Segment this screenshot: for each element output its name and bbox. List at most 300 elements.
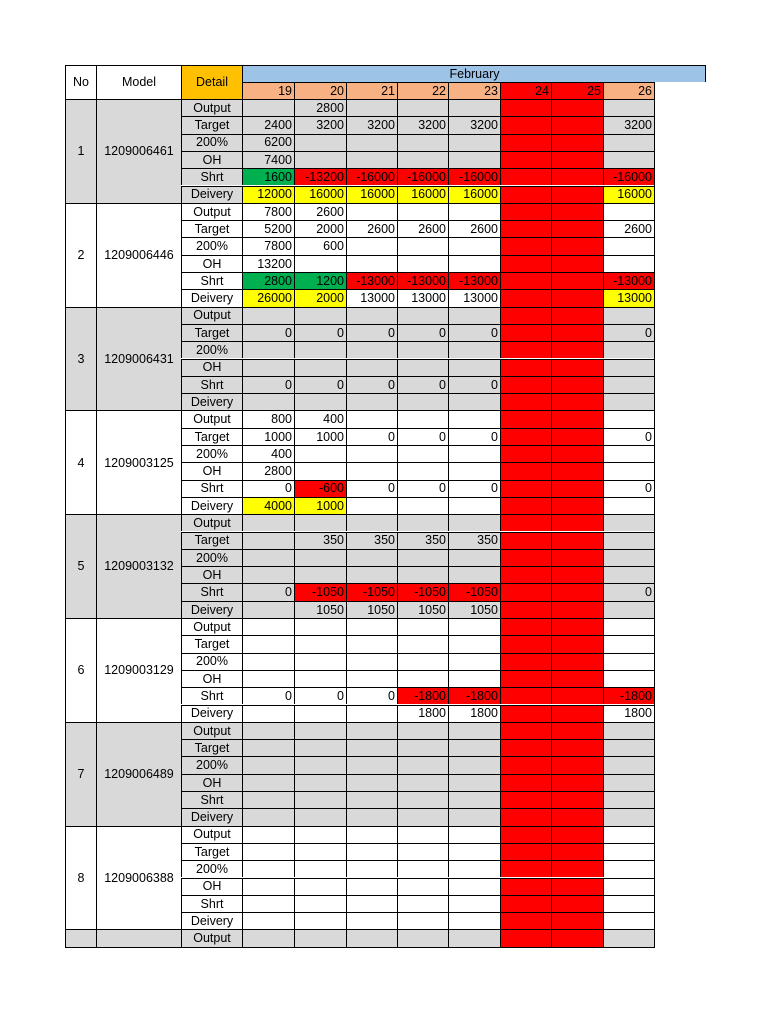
- data-cell[interactable]: [603, 532, 654, 549]
- data-cell[interactable]: 16000: [294, 186, 346, 203]
- data-cell[interactable]: -13000: [397, 272, 448, 289]
- data-cell[interactable]: 3200: [346, 116, 397, 133]
- data-cell[interactable]: [603, 134, 654, 151]
- data-cell[interactable]: [346, 756, 397, 773]
- data-cell[interactable]: [500, 929, 551, 946]
- data-cell[interactable]: 0: [346, 428, 397, 445]
- data-cell[interactable]: -1050: [346, 583, 397, 600]
- data-cell[interactable]: 5200: [242, 220, 294, 237]
- data-cell[interactable]: [603, 722, 654, 739]
- data-cell[interactable]: [346, 618, 397, 635]
- data-cell[interactable]: [346, 808, 397, 825]
- data-cell[interactable]: [603, 237, 654, 254]
- data-cell[interactable]: [603, 895, 654, 912]
- data-cell[interactable]: [242, 341, 294, 358]
- data-cell[interactable]: [397, 410, 448, 427]
- data-cell[interactable]: [346, 203, 397, 220]
- data-cell[interactable]: [294, 670, 346, 687]
- data-cell[interactable]: [551, 929, 603, 946]
- data-cell[interactable]: 16000: [603, 186, 654, 203]
- data-cell[interactable]: 7800: [242, 203, 294, 220]
- data-cell[interactable]: [500, 116, 551, 133]
- data-cell[interactable]: 2600: [603, 220, 654, 237]
- data-cell[interactable]: [346, 566, 397, 583]
- data-cell[interactable]: [551, 532, 603, 549]
- data-cell[interactable]: 4000: [242, 497, 294, 514]
- data-cell[interactable]: [346, 237, 397, 254]
- data-cell[interactable]: [448, 99, 500, 116]
- data-cell[interactable]: [500, 186, 551, 203]
- data-cell[interactable]: [551, 497, 603, 514]
- data-cell[interactable]: [551, 445, 603, 462]
- data-cell[interactable]: 350: [294, 532, 346, 549]
- data-cell[interactable]: [500, 480, 551, 497]
- data-cell[interactable]: 3200: [448, 116, 500, 133]
- data-cell[interactable]: -1050: [294, 583, 346, 600]
- data-cell[interactable]: [500, 895, 551, 912]
- data-cell[interactable]: [242, 653, 294, 670]
- data-cell[interactable]: [500, 601, 551, 618]
- data-cell[interactable]: 1800: [397, 705, 448, 722]
- data-cell[interactable]: [551, 705, 603, 722]
- data-cell[interactable]: [397, 722, 448, 739]
- data-cell[interactable]: [397, 826, 448, 843]
- data-cell[interactable]: [500, 359, 551, 376]
- data-cell[interactable]: [551, 168, 603, 185]
- data-cell[interactable]: [448, 237, 500, 254]
- data-cell[interactable]: [551, 341, 603, 358]
- data-cell[interactable]: [551, 549, 603, 566]
- data-cell[interactable]: 0: [242, 376, 294, 393]
- data-cell[interactable]: [346, 705, 397, 722]
- data-cell[interactable]: 0: [603, 583, 654, 600]
- data-cell[interactable]: [294, 151, 346, 168]
- data-cell[interactable]: [294, 722, 346, 739]
- data-cell[interactable]: -1800: [603, 687, 654, 704]
- data-cell[interactable]: -1800: [397, 687, 448, 704]
- data-cell[interactable]: [242, 99, 294, 116]
- data-cell[interactable]: [603, 774, 654, 791]
- data-cell[interactable]: [397, 359, 448, 376]
- data-cell[interactable]: [397, 99, 448, 116]
- data-cell[interactable]: [242, 791, 294, 808]
- data-cell[interactable]: 6200: [242, 134, 294, 151]
- data-cell[interactable]: -600: [294, 480, 346, 497]
- data-cell[interactable]: [448, 497, 500, 514]
- data-cell[interactable]: 350: [346, 532, 397, 549]
- data-cell[interactable]: [242, 912, 294, 929]
- data-cell[interactable]: [551, 808, 603, 825]
- data-cell[interactable]: [242, 601, 294, 618]
- data-cell[interactable]: [603, 462, 654, 479]
- data-cell[interactable]: -1800: [448, 687, 500, 704]
- data-cell[interactable]: [397, 255, 448, 272]
- data-cell[interactable]: -16000: [397, 168, 448, 185]
- data-cell[interactable]: [500, 566, 551, 583]
- data-cell[interactable]: 350: [397, 532, 448, 549]
- data-cell[interactable]: [242, 393, 294, 410]
- data-cell[interactable]: 400: [294, 410, 346, 427]
- data-cell[interactable]: [603, 826, 654, 843]
- data-cell[interactable]: [448, 895, 500, 912]
- data-cell[interactable]: -1050: [448, 583, 500, 600]
- data-cell[interactable]: [294, 635, 346, 652]
- data-cell[interactable]: [294, 912, 346, 929]
- data-cell[interactable]: [500, 237, 551, 254]
- data-cell[interactable]: [500, 497, 551, 514]
- data-cell[interactable]: -13000: [448, 272, 500, 289]
- data-cell[interactable]: 0: [397, 324, 448, 341]
- data-cell[interactable]: [603, 445, 654, 462]
- data-cell[interactable]: 7400: [242, 151, 294, 168]
- data-cell[interactable]: [603, 410, 654, 427]
- data-cell[interactable]: [551, 272, 603, 289]
- data-cell[interactable]: [500, 791, 551, 808]
- data-cell[interactable]: [242, 618, 294, 635]
- data-cell[interactable]: [448, 653, 500, 670]
- data-cell[interactable]: [603, 843, 654, 860]
- data-cell[interactable]: [551, 203, 603, 220]
- data-cell[interactable]: -16000: [448, 168, 500, 185]
- data-cell[interactable]: 2600: [294, 203, 346, 220]
- data-cell[interactable]: [603, 878, 654, 895]
- data-cell[interactable]: [448, 843, 500, 860]
- data-cell[interactable]: 3200: [397, 116, 448, 133]
- data-cell[interactable]: [500, 134, 551, 151]
- data-cell[interactable]: [242, 774, 294, 791]
- data-cell[interactable]: 1000: [294, 497, 346, 514]
- data-cell[interactable]: [500, 705, 551, 722]
- data-cell[interactable]: [242, 722, 294, 739]
- data-cell[interactable]: [448, 618, 500, 635]
- data-cell[interactable]: [397, 929, 448, 946]
- data-cell[interactable]: [500, 756, 551, 773]
- data-cell[interactable]: [448, 774, 500, 791]
- data-cell[interactable]: [448, 860, 500, 877]
- data-cell[interactable]: [551, 151, 603, 168]
- data-cell[interactable]: 1050: [294, 601, 346, 618]
- data-cell[interactable]: [603, 635, 654, 652]
- data-cell[interactable]: 1200: [294, 272, 346, 289]
- data-cell[interactable]: 13200: [242, 255, 294, 272]
- data-cell[interactable]: 1600: [242, 168, 294, 185]
- data-cell[interactable]: [242, 756, 294, 773]
- data-cell[interactable]: 3200: [294, 116, 346, 133]
- data-cell[interactable]: [500, 653, 551, 670]
- data-cell[interactable]: [551, 514, 603, 531]
- data-cell[interactable]: [551, 687, 603, 704]
- data-cell[interactable]: [242, 514, 294, 531]
- data-cell[interactable]: [551, 774, 603, 791]
- data-cell[interactable]: [500, 151, 551, 168]
- data-cell[interactable]: [551, 566, 603, 583]
- data-cell[interactable]: [500, 272, 551, 289]
- data-cell[interactable]: [500, 289, 551, 306]
- data-cell[interactable]: [397, 808, 448, 825]
- data-cell[interactable]: 400: [242, 445, 294, 462]
- data-cell[interactable]: [551, 186, 603, 203]
- data-cell[interactable]: [551, 480, 603, 497]
- data-cell[interactable]: [346, 791, 397, 808]
- data-cell[interactable]: [603, 860, 654, 877]
- data-cell[interactable]: [551, 912, 603, 929]
- data-cell[interactable]: [603, 497, 654, 514]
- data-cell[interactable]: [500, 739, 551, 756]
- data-cell[interactable]: 350: [448, 532, 500, 549]
- data-cell[interactable]: [397, 462, 448, 479]
- data-cell[interactable]: [397, 341, 448, 358]
- data-cell[interactable]: [294, 826, 346, 843]
- data-cell[interactable]: [294, 705, 346, 722]
- data-cell[interactable]: [448, 462, 500, 479]
- data-cell[interactable]: [500, 376, 551, 393]
- data-cell[interactable]: 13000: [603, 289, 654, 306]
- data-cell[interactable]: [294, 445, 346, 462]
- data-cell[interactable]: [500, 826, 551, 843]
- data-cell[interactable]: [294, 359, 346, 376]
- data-cell[interactable]: [294, 549, 346, 566]
- data-cell[interactable]: [294, 514, 346, 531]
- data-cell[interactable]: [551, 601, 603, 618]
- data-cell[interactable]: [551, 670, 603, 687]
- data-cell[interactable]: [294, 791, 346, 808]
- data-cell[interactable]: 0: [346, 376, 397, 393]
- data-cell[interactable]: 2800: [242, 462, 294, 479]
- data-cell[interactable]: [551, 895, 603, 912]
- data-cell[interactable]: [551, 583, 603, 600]
- data-cell[interactable]: [294, 307, 346, 324]
- data-cell[interactable]: [603, 618, 654, 635]
- data-cell[interactable]: 600: [294, 237, 346, 254]
- data-cell[interactable]: [397, 774, 448, 791]
- data-cell[interactable]: 0: [294, 687, 346, 704]
- data-cell[interactable]: [603, 549, 654, 566]
- data-cell[interactable]: [551, 462, 603, 479]
- data-cell[interactable]: [448, 826, 500, 843]
- data-cell[interactable]: [603, 514, 654, 531]
- data-cell[interactable]: 0: [242, 480, 294, 497]
- data-cell[interactable]: [448, 635, 500, 652]
- data-cell[interactable]: [551, 635, 603, 652]
- data-cell[interactable]: [603, 670, 654, 687]
- data-cell[interactable]: 0: [603, 324, 654, 341]
- data-cell[interactable]: [551, 307, 603, 324]
- data-cell[interactable]: [500, 532, 551, 549]
- data-cell[interactable]: [448, 393, 500, 410]
- data-cell[interactable]: [397, 566, 448, 583]
- data-cell[interactable]: [397, 653, 448, 670]
- data-cell[interactable]: [397, 307, 448, 324]
- data-cell[interactable]: [397, 895, 448, 912]
- data-cell[interactable]: [500, 462, 551, 479]
- data-cell[interactable]: 16000: [448, 186, 500, 203]
- data-cell[interactable]: [294, 808, 346, 825]
- data-cell[interactable]: [294, 843, 346, 860]
- data-cell[interactable]: [500, 912, 551, 929]
- data-cell[interactable]: [346, 307, 397, 324]
- data-cell[interactable]: [294, 462, 346, 479]
- data-cell[interactable]: [242, 929, 294, 946]
- data-cell[interactable]: [448, 410, 500, 427]
- data-cell[interactable]: [397, 791, 448, 808]
- data-cell[interactable]: [242, 843, 294, 860]
- data-cell[interactable]: -1050: [397, 583, 448, 600]
- data-cell[interactable]: 0: [603, 480, 654, 497]
- data-cell[interactable]: [397, 670, 448, 687]
- data-cell[interactable]: [448, 756, 500, 773]
- data-cell[interactable]: 1050: [346, 601, 397, 618]
- data-cell[interactable]: -16000: [346, 168, 397, 185]
- data-cell[interactable]: 0: [397, 480, 448, 497]
- data-cell[interactable]: [242, 359, 294, 376]
- data-cell[interactable]: [603, 359, 654, 376]
- data-cell[interactable]: [603, 808, 654, 825]
- data-cell[interactable]: [397, 618, 448, 635]
- data-cell[interactable]: [346, 774, 397, 791]
- data-cell[interactable]: [397, 445, 448, 462]
- data-cell[interactable]: [551, 428, 603, 445]
- data-cell[interactable]: [603, 566, 654, 583]
- data-cell[interactable]: [500, 722, 551, 739]
- data-cell[interactable]: [346, 445, 397, 462]
- data-cell[interactable]: [346, 255, 397, 272]
- data-cell[interactable]: [448, 151, 500, 168]
- data-cell[interactable]: [551, 410, 603, 427]
- data-cell[interactable]: [448, 722, 500, 739]
- data-cell[interactable]: [294, 255, 346, 272]
- data-cell[interactable]: [346, 878, 397, 895]
- data-cell[interactable]: [448, 549, 500, 566]
- data-cell[interactable]: [500, 549, 551, 566]
- data-cell[interactable]: 2000: [294, 220, 346, 237]
- data-cell[interactable]: [500, 774, 551, 791]
- data-cell[interactable]: [603, 929, 654, 946]
- data-cell[interactable]: [500, 255, 551, 272]
- data-cell[interactable]: [603, 341, 654, 358]
- data-cell[interactable]: [603, 653, 654, 670]
- data-cell[interactable]: [448, 791, 500, 808]
- data-cell[interactable]: [500, 445, 551, 462]
- data-cell[interactable]: [346, 929, 397, 946]
- data-cell[interactable]: [500, 203, 551, 220]
- data-cell[interactable]: [551, 826, 603, 843]
- data-cell[interactable]: [603, 255, 654, 272]
- data-cell[interactable]: -13000: [603, 272, 654, 289]
- data-cell[interactable]: [397, 514, 448, 531]
- data-cell[interactable]: 16000: [397, 186, 448, 203]
- data-cell[interactable]: [448, 670, 500, 687]
- data-cell[interactable]: 16000: [346, 186, 397, 203]
- data-cell[interactable]: [551, 653, 603, 670]
- data-cell[interactable]: [294, 878, 346, 895]
- data-cell[interactable]: [603, 151, 654, 168]
- data-cell[interactable]: [397, 134, 448, 151]
- data-cell[interactable]: [603, 756, 654, 773]
- data-cell[interactable]: [242, 635, 294, 652]
- data-cell[interactable]: [551, 220, 603, 237]
- data-cell[interactable]: [397, 549, 448, 566]
- data-cell[interactable]: 2000: [294, 289, 346, 306]
- data-cell[interactable]: 0: [397, 428, 448, 445]
- data-cell[interactable]: 0: [294, 376, 346, 393]
- data-cell[interactable]: [603, 791, 654, 808]
- data-cell[interactable]: [294, 756, 346, 773]
- data-cell[interactable]: 0: [346, 324, 397, 341]
- data-cell[interactable]: [294, 895, 346, 912]
- data-cell[interactable]: [551, 289, 603, 306]
- data-cell[interactable]: [500, 324, 551, 341]
- data-cell[interactable]: [448, 359, 500, 376]
- data-cell[interactable]: [500, 670, 551, 687]
- data-cell[interactable]: [500, 635, 551, 652]
- data-cell[interactable]: [551, 791, 603, 808]
- data-cell[interactable]: [500, 307, 551, 324]
- data-cell[interactable]: [448, 341, 500, 358]
- data-cell[interactable]: 2600: [448, 220, 500, 237]
- data-cell[interactable]: 0: [242, 583, 294, 600]
- data-cell[interactable]: [603, 601, 654, 618]
- data-cell[interactable]: -16000: [603, 168, 654, 185]
- data-cell[interactable]: [294, 739, 346, 756]
- data-cell[interactable]: [603, 376, 654, 393]
- data-cell[interactable]: [294, 653, 346, 670]
- data-cell[interactable]: [346, 549, 397, 566]
- data-cell[interactable]: [397, 912, 448, 929]
- data-cell[interactable]: [397, 843, 448, 860]
- data-cell[interactable]: [551, 843, 603, 860]
- data-cell[interactable]: -13000: [346, 272, 397, 289]
- data-cell[interactable]: 0: [448, 480, 500, 497]
- data-cell[interactable]: [603, 912, 654, 929]
- data-cell[interactable]: 2800: [294, 99, 346, 116]
- data-cell[interactable]: [397, 860, 448, 877]
- data-cell[interactable]: [448, 255, 500, 272]
- data-cell[interactable]: 2600: [346, 220, 397, 237]
- data-cell[interactable]: 12000: [242, 186, 294, 203]
- data-cell[interactable]: [551, 756, 603, 773]
- data-cell[interactable]: 13000: [397, 289, 448, 306]
- data-cell[interactable]: [346, 635, 397, 652]
- data-cell[interactable]: [346, 359, 397, 376]
- data-cell[interactable]: 0: [242, 324, 294, 341]
- data-cell[interactable]: [294, 774, 346, 791]
- data-cell[interactable]: [448, 134, 500, 151]
- data-cell[interactable]: [448, 878, 500, 895]
- data-cell[interactable]: [294, 566, 346, 583]
- data-cell[interactable]: [346, 895, 397, 912]
- data-cell[interactable]: [603, 393, 654, 410]
- data-cell[interactable]: [551, 324, 603, 341]
- data-cell[interactable]: 1050: [397, 601, 448, 618]
- data-cell[interactable]: [397, 203, 448, 220]
- data-cell[interactable]: [603, 307, 654, 324]
- data-cell[interactable]: [500, 808, 551, 825]
- data-cell[interactable]: 0: [294, 324, 346, 341]
- data-cell[interactable]: 1000: [294, 428, 346, 445]
- data-cell[interactable]: [551, 116, 603, 133]
- data-cell[interactable]: [346, 151, 397, 168]
- data-cell[interactable]: [242, 878, 294, 895]
- data-cell[interactable]: [242, 307, 294, 324]
- data-cell[interactable]: 0: [346, 687, 397, 704]
- data-cell[interactable]: [551, 359, 603, 376]
- data-cell[interactable]: [242, 670, 294, 687]
- data-cell[interactable]: [294, 134, 346, 151]
- data-cell[interactable]: [500, 860, 551, 877]
- data-cell[interactable]: [603, 203, 654, 220]
- data-cell[interactable]: [242, 739, 294, 756]
- data-cell[interactable]: 2400: [242, 116, 294, 133]
